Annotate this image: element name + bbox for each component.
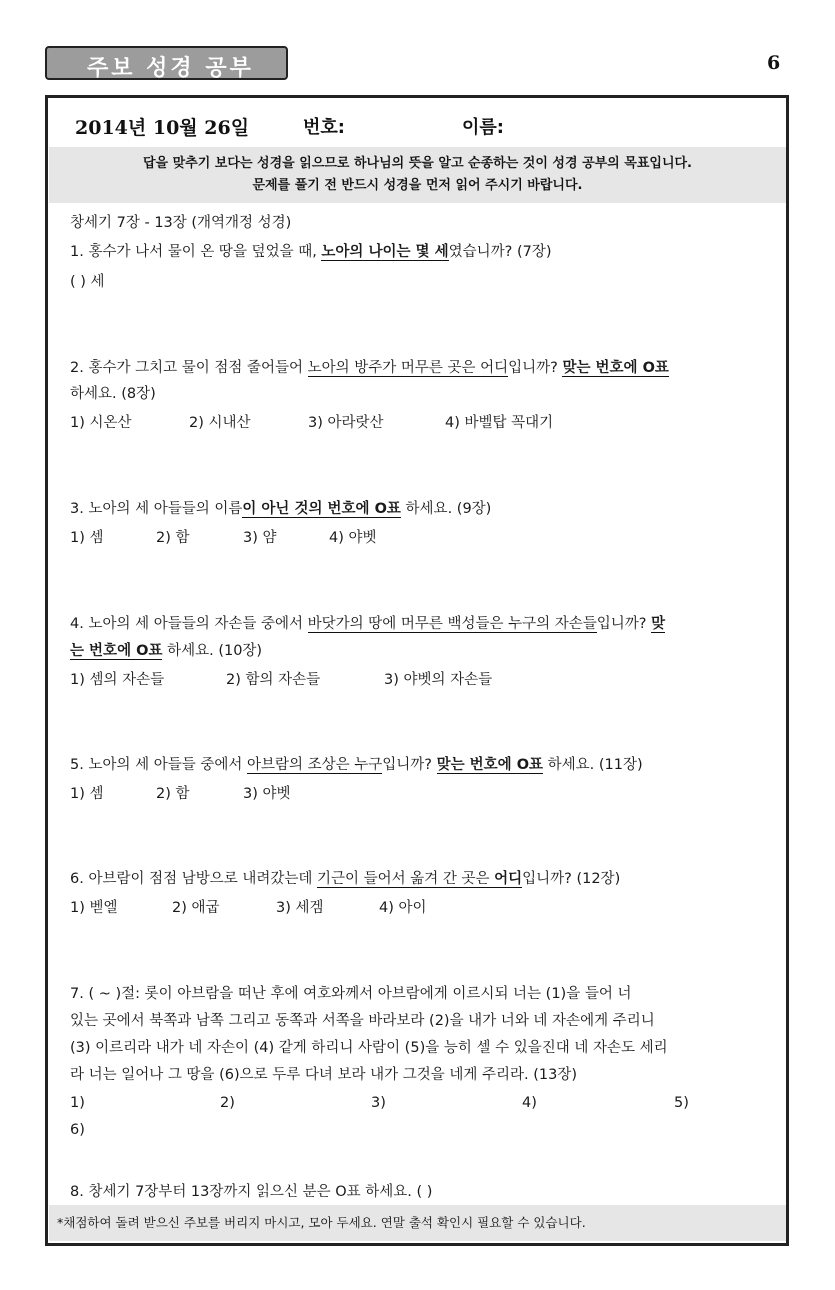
- footer-note: *채점하여 돌려 받으신 주보를 버리지 마시고, 모아 두세요. 연말 출석 확인시 필요할 수 있습니다.: [49, 1205, 786, 1241]
- q6-option-3: 3) 세겜: [276, 900, 324, 916]
- question-7-line-4: 라 너는 일어나 그 땅을 (6)으로 두루 다녀 보라 내가 그것을 네게 주리라. (13장): [70, 1067, 578, 1083]
- q7-blank-3: 3): [371, 1095, 386, 1111]
- q3-option-2: 2) 함: [156, 530, 190, 546]
- q6-option-1: 1) 벧엘: [70, 900, 118, 916]
- question-7-line-2: 있는 곳에서 북쪽과 남쪽 그리고 동쪽과 서쪽을 바라보라 (2)을 내가 너와 네 자손에게 주리니: [70, 1013, 655, 1029]
- q7-blank-4: 4): [522, 1095, 537, 1111]
- q2-option-4: 4) 바벨탑 꼭대기: [445, 415, 554, 431]
- q2-option-1: 1) 시온산: [70, 415, 132, 431]
- title-box: [45, 46, 288, 80]
- question-4-line-2: 는 번호에 O표 하세요. (10장): [70, 643, 263, 659]
- q4-option-1: 1) 셈의 자손들: [70, 672, 165, 688]
- q7-blank-5: 5): [674, 1095, 689, 1111]
- question-5: 5. 노아의 세 아들들 중에서 아브람의 조상은 누구입니까? 맞는 번호에 O표 하세요. (11장): [70, 757, 643, 773]
- q4-option-2: 2) 함의 자손들: [226, 672, 321, 688]
- q3-option-3: 3) 얌: [243, 530, 277, 546]
- q7-blank-6: 6): [70, 1122, 85, 1138]
- q5-option-1: 1) 셈: [70, 786, 104, 802]
- question-6: 6. 아브람이 점점 남방으로 내려갔는데 기근이 들어서 옮겨 간 곳은 어디입니까? (12장): [70, 871, 621, 887]
- date-label: 2014년 10월 26일: [75, 117, 250, 139]
- instructions-line-2: 문제를 풀기 전 반드시 성경을 먼저 읽어 주시기 바랍니다.: [252, 178, 583, 193]
- instructions-box: [49, 147, 786, 203]
- question-8: 8. 창세기 7장부터 13장까지 읽으신 분은 O표 하세요. ( ): [70, 1184, 433, 1200]
- q5-option-3: 3) 야벳: [243, 786, 291, 802]
- page-title: 주보 성경 공부: [87, 56, 254, 81]
- question-7-line-1: 7. ( ~ )절: 롯이 아브람을 떠난 후에 여호와께서 아브람에게 이르시되 너는 (1)을 들어 너: [70, 986, 632, 1002]
- question-3: 3. 노아의 세 아들들의 이름이 아닌 것의 번호에 O표 하세요. (9장): [70, 501, 492, 517]
- question-4: 4. 노아의 세 아들들의 자손들 중에서 바닷가의 땅에 머무른 백성들은 누구의 자손들입니까? 맞: [70, 616, 666, 632]
- q7-blank-2: 2): [220, 1095, 235, 1111]
- q6-option-2: 2) 애굽: [172, 900, 220, 916]
- q2-option-3: 3) 아라랏산: [308, 415, 384, 431]
- q6-option-4: 4) 아이: [379, 900, 427, 916]
- instructions-line-1: 답을 맞추기 보다는 성경을 읽으므로 하나님의 뜻을 알고 순종하는 것이 성경 공부의 목표입니다.: [142, 156, 692, 171]
- q4-option-3: 3) 야벳의 자손들: [384, 672, 493, 688]
- q3-option-4: 4) 야벳: [329, 530, 377, 546]
- q7-blank-1: 1): [70, 1095, 85, 1111]
- question-7-line-3: (3) 이르리라 내가 네 자손이 (4) 같게 하리니 사람이 (5)을 능히 셀 수 있을진대 네 자손도 세리: [70, 1040, 668, 1056]
- q3-option-1: 1) 셈: [70, 530, 104, 546]
- number-label: 번호:: [303, 117, 345, 138]
- name-label: 이름:: [462, 117, 504, 138]
- passage-range: 창세기 7장 - 13장 (개역개정 성경): [70, 215, 292, 231]
- question-2-line-2: 하세요. (8장): [70, 386, 156, 402]
- page-number: 6: [767, 52, 781, 74]
- question-1-answer: ( ) 세: [70, 274, 105, 290]
- question-2: 2. 홍수가 그치고 물이 점점 줄어들어 노아의 방주가 머무른 곳은 어디입니까? 맞는 번호에 O표: [70, 360, 669, 376]
- q5-option-2: 2) 함: [156, 786, 190, 802]
- question-1: 1. 홍수가 나서 물이 온 땅을 덮었을 때, 노아의 나이는 몇 세였습니까? (7장): [70, 244, 552, 260]
- q2-option-2: 2) 시내산: [189, 415, 251, 431]
